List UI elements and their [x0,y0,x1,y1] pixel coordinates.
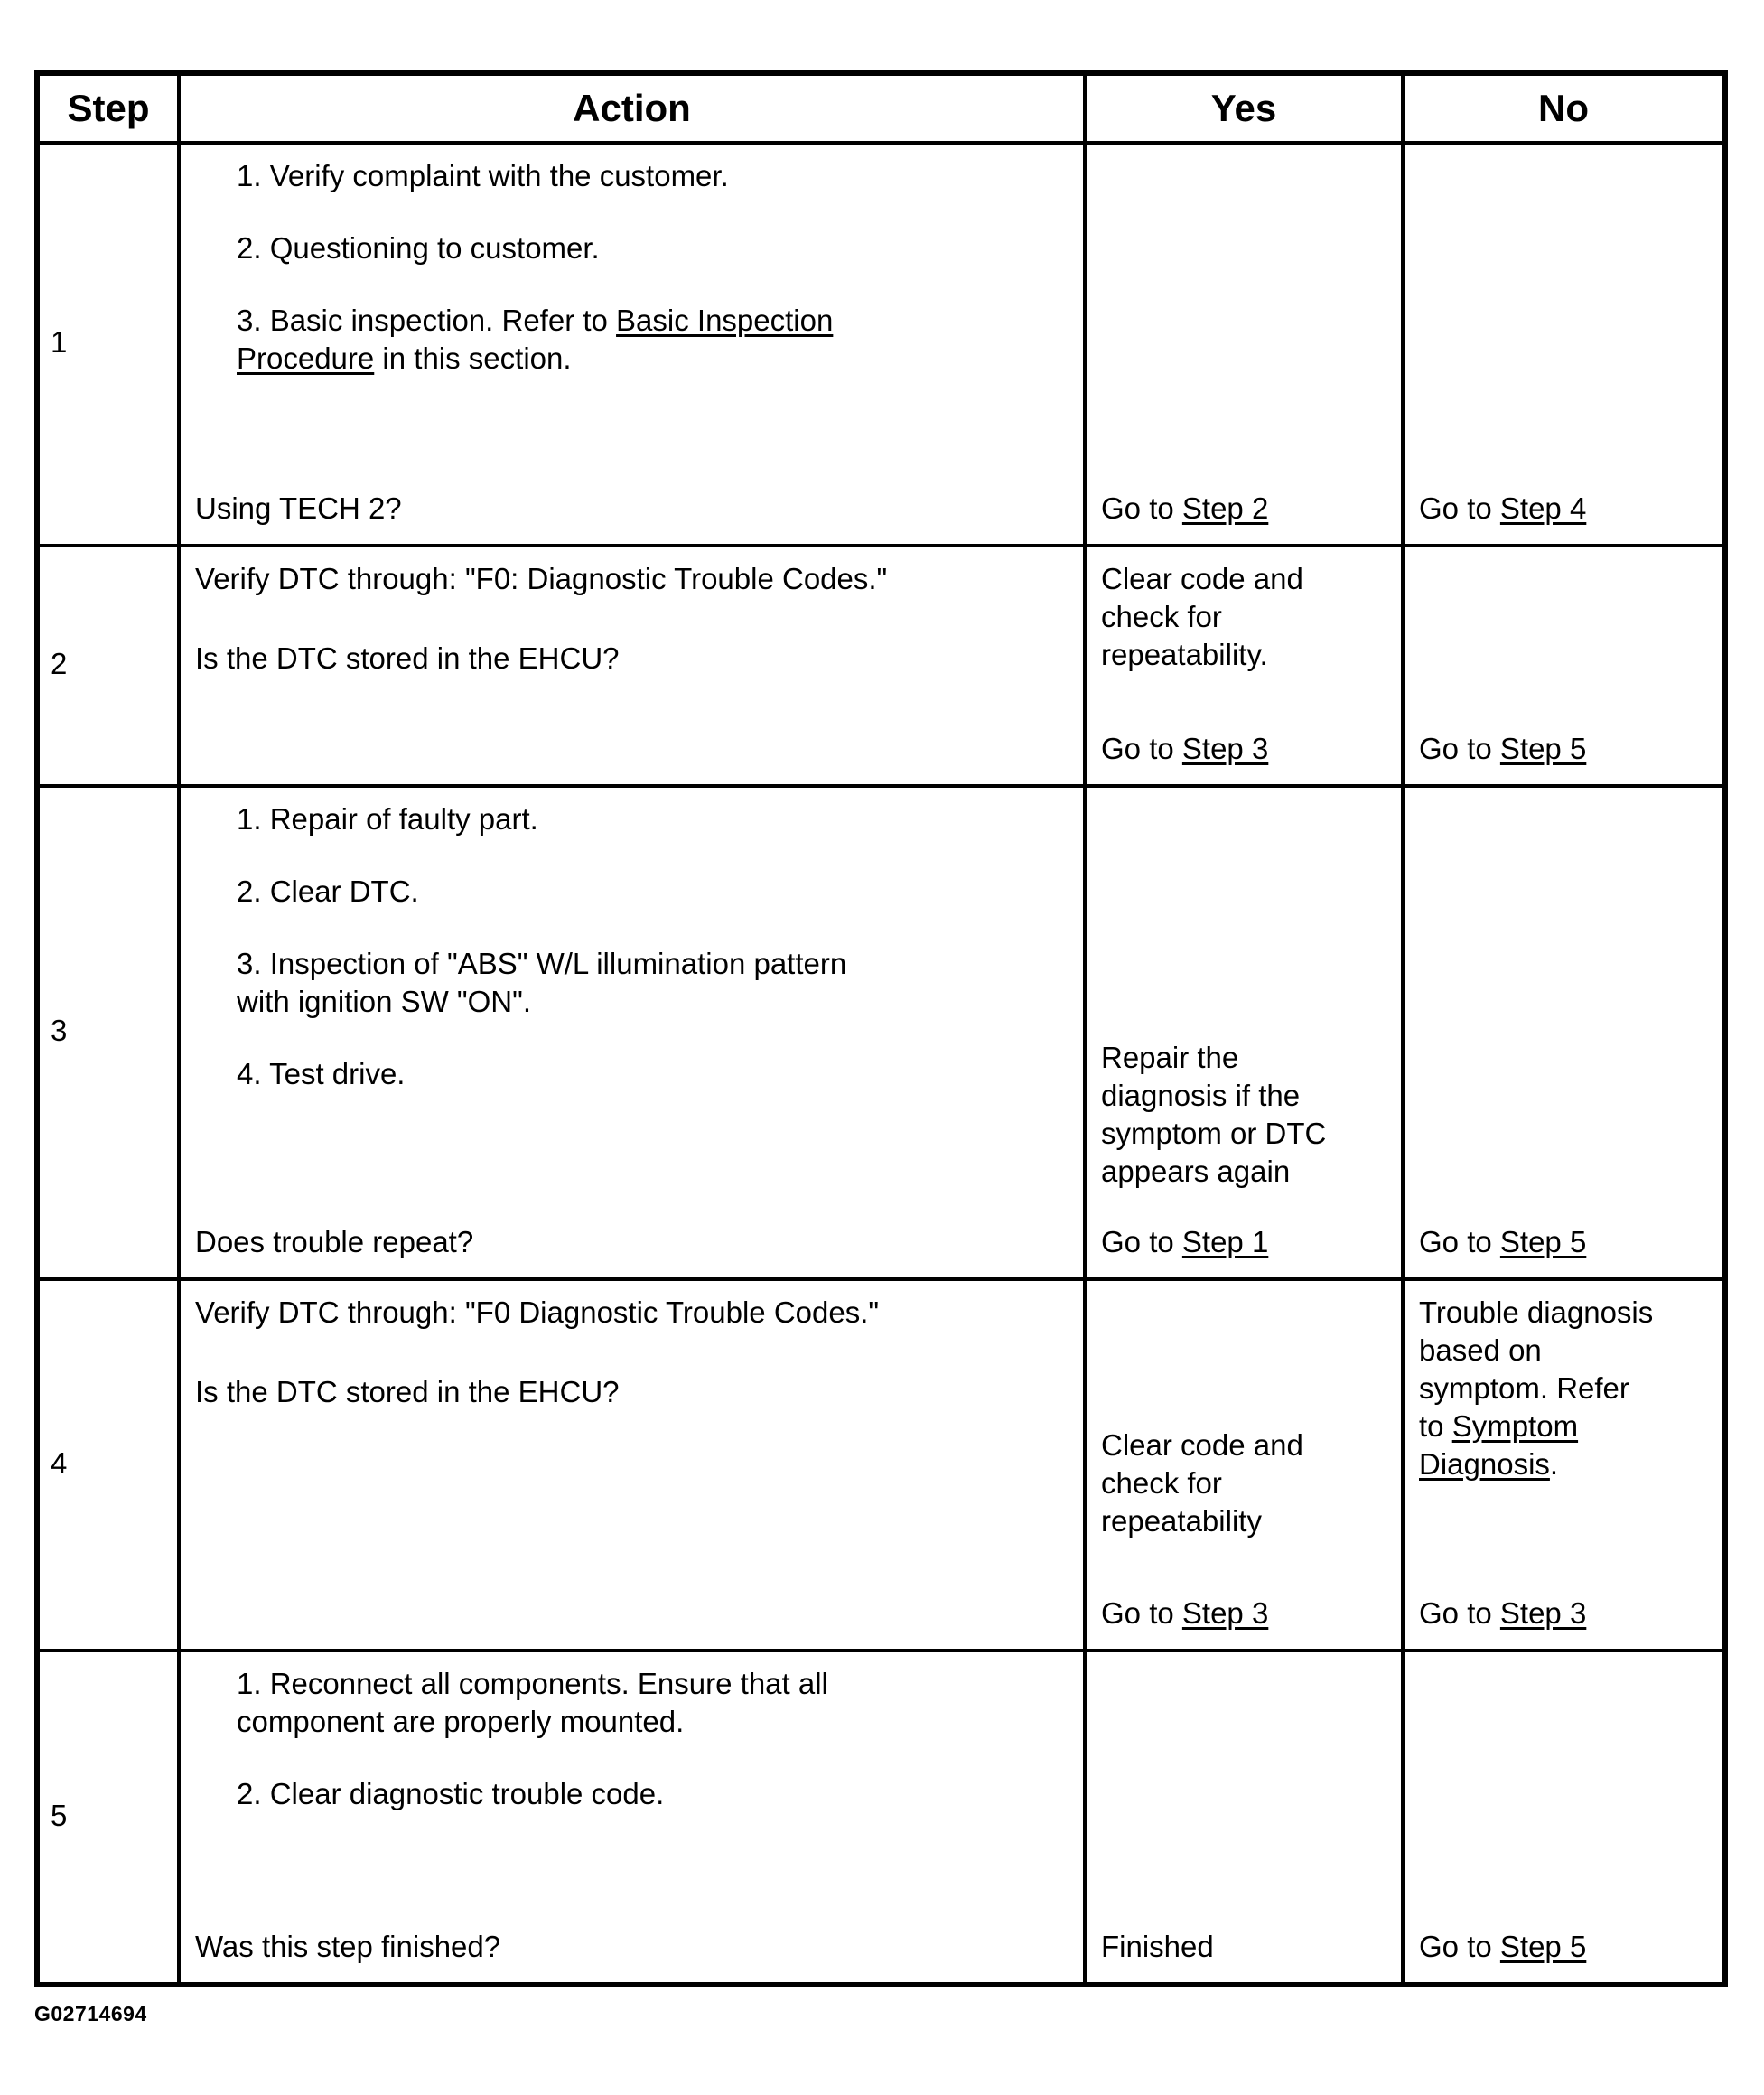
goto-line [1101,1223,1268,1261]
yes-paragraph: Clear code and check for repeatability. [1101,562,1303,671]
header-action: Action [177,76,1083,141]
link-step-3[interactable]: Step 3 [1181,1596,1269,1630]
goto-line [1419,1595,1586,1632]
action-item: 2. Clear diagnostic trouble code. [237,1777,665,1810]
goto-line [1419,1223,1586,1261]
header-step: Step [67,87,150,129]
link-step-3[interactable]: Step 3 [1181,732,1269,765]
no-cell-3 [1401,784,1722,1277]
action-paragraph: Verify DTC through: "F0: Diagnostic Trouble Codes." [195,562,888,595]
goto-text: Go to [1419,1930,1500,1963]
action-question: Was this step finished? [195,1930,501,1963]
action-question: Is the DTC stored in the EHCU? [195,1375,620,1408]
no-cell-2 [1401,544,1722,784]
action-cell-3 [177,784,1083,1277]
action-item: 1. Repair of faulty part. [237,802,538,836]
goto-text: Go to [1101,1596,1182,1630]
goto-line [1419,490,1586,528]
yes-cell-4 [1083,1277,1401,1649]
yes-paragraph: Repair the diagnosis if the symptom or DTC appears again [1101,1041,1327,1188]
step-cell-1: 1 [40,141,177,544]
no-cell-5 [1401,1649,1722,1982]
link-basic-inspection-procedure[interactable]: Basic Inspection Procedure [237,304,834,375]
step-cell-2: 2 [40,544,177,784]
header-yes: Yes [1083,76,1401,141]
link-step-4[interactable]: Step 4 [1499,491,1587,525]
action-item-text: in this section. [374,341,572,375]
no-paragraph [1419,1294,1656,1483]
link-step-5[interactable]: Step 5 [1499,1930,1587,1963]
action-question: Is the DTC stored in the EHCU? [195,641,620,675]
link-step-5[interactable]: Step 5 [1499,732,1587,765]
yes-cell-2 [1083,544,1401,784]
link-step-1[interactable]: Step 1 [1181,1225,1269,1258]
action-item: 3. Inspection of "ABS" W/L illumination pattern with ignition SW "ON". [237,947,847,1018]
action-cell-5 [177,1649,1083,1982]
no-cell-4 [1401,1277,1722,1649]
action-item: 2. Clear DTC. [237,874,419,908]
goto-line [1419,730,1586,768]
action-cell-1 [177,141,1083,544]
action-question: Using TECH 2? [195,491,402,525]
goto-line [1101,1595,1268,1632]
yes-cell-1 [1083,141,1401,544]
step-cell-5: 5 [40,1649,177,1982]
yes-result: Finished [1101,1930,1214,1963]
action-cell-4 [177,1277,1083,1649]
action-question: Does trouble repeat? [195,1225,474,1258]
no-paragraph-text: Trouble diagnosis based on symptom. Refer to [1419,1295,1654,1443]
action-item-text: 3. Basic inspection. Refer to [237,304,617,337]
goto-text: Go to [1419,1225,1500,1258]
link-step-3[interactable]: Step 3 [1499,1596,1587,1630]
goto-line [1101,490,1268,528]
goto-text: Go to [1419,1596,1500,1630]
no-paragraph-text: . [1549,1447,1559,1481]
diagnostic-table [34,70,1728,1987]
yes-paragraph: Clear code and check for repeatability [1101,1428,1303,1538]
goto-line [1101,730,1268,768]
action-item: 4. Test drive. [237,1057,406,1090]
figure-id: G02714694 [34,2002,147,2025]
goto-text: Go to [1101,1225,1182,1258]
goto-text: Go to [1101,491,1182,525]
link-symptom-diagnosis[interactable]: Symptom Diagnosis [1419,1409,1579,1481]
step-cell-4: 4 [40,1277,177,1649]
action-cell-2 [177,544,1083,784]
no-cell-1 [1401,141,1722,544]
header-no: No [1401,76,1722,141]
action-item: 1. Verify complaint with the customer. [237,159,729,192]
yes-cell-5 [1083,1649,1401,1982]
action-item [195,302,900,378]
step-cell-3: 3 [40,784,177,1277]
link-step-2[interactable]: Step 2 [1181,491,1269,525]
action-paragraph: Verify DTC through: "F0 Diagnostic Trouble Codes." [195,1295,880,1329]
action-item: 1. Reconnect all components. Ensure that all component are properly mounted. [237,1667,828,1738]
link-step-5[interactable]: Step 5 [1499,1225,1587,1258]
yes-cell-3 [1083,784,1401,1277]
goto-text: Go to [1419,732,1500,765]
goto-line [1419,1928,1586,1966]
goto-text: Go to [1419,491,1500,525]
goto-text: Go to [1101,732,1182,765]
action-item: 2. Questioning to customer. [237,231,600,265]
